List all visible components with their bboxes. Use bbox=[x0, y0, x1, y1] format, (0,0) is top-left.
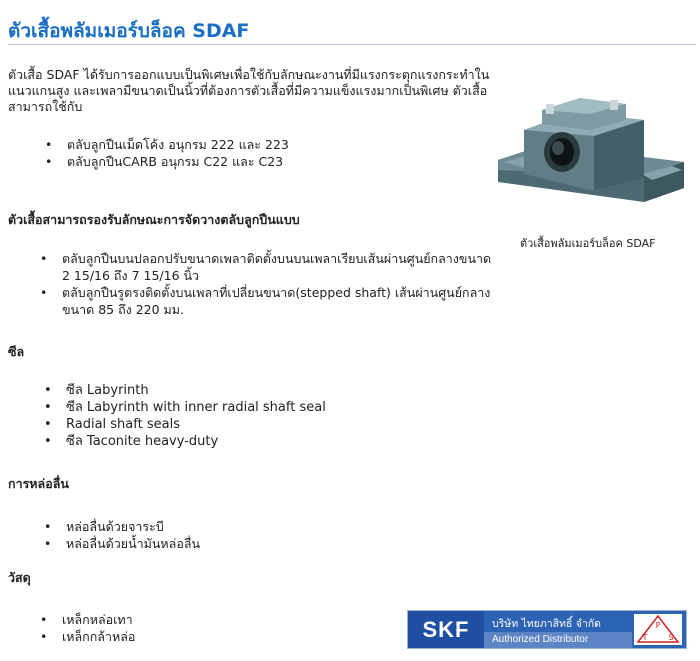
list-item: • ตลับลูกปืนCARB อนุกรม C22 และ C23 bbox=[45, 154, 284, 169]
title-divider bbox=[8, 44, 696, 45]
bullet-icon: • bbox=[44, 417, 52, 432]
bullet-icon: • bbox=[40, 629, 48, 644]
bullet-icon: • bbox=[45, 137, 53, 152]
bullet-icon: • bbox=[44, 400, 52, 415]
list-item: • หล่อลื่นด้วยน้ำมันหล่อลื่น bbox=[44, 536, 201, 551]
distributor-panel bbox=[484, 611, 686, 648]
material-list bbox=[40, 611, 136, 645]
list-item: • Radial shaft seals bbox=[44, 417, 180, 432]
page-title: ตัวเสื้อพลัมเมอร์บล็อค SDAF bbox=[8, 20, 250, 42]
list-item: • ตลับลูกปืนบนปลอกปรับขนาดเพลาติดตั้งบนบนเพลาเรียบเส้นผ่านศูนย์กลางขนาด 2 15/16 ถึง 7 15/16 นิ้ว bbox=[40, 251, 492, 283]
bullet-icon: • bbox=[40, 285, 48, 300]
bullet-icon: • bbox=[44, 536, 52, 551]
bullet-icon: • bbox=[45, 154, 53, 169]
sdaf-housing-image bbox=[494, 90, 684, 220]
arrangement-heading: ตัวเสื้อสามารถรองรับลักษณะการจัดวางตลับลูกปืนแบบ bbox=[8, 212, 300, 227]
list-item: • เหล็กหล่อเทา bbox=[40, 612, 133, 627]
list-item: • ตลับลูกปืนรูตรงติดตั้งบนเพลาที่เปลี่ยนขนาด(stepped shaft) เส้นผ่านศูนย์กลางขนาด 85 ถึง 220 มม. bbox=[40, 285, 491, 317]
intro-paragraph: ตัวเสื้อ SDAF ได้รับการออกแบบเป็นพิเศษเพื่อใช้กับลักษณะงานที่มีแรงกระตุกแรงกระทำในแนวแกนสูง และเพลามีขนาดเป็นนิ้วที่ต้องการตัวเสื้อที่มีความแข็งแรงมากเป็นพิเศษ ตัวเสื้อสามารถใช้กับ bbox=[8, 67, 490, 114]
svg-text:T: T bbox=[642, 633, 648, 642]
bullet-icon: • bbox=[40, 612, 48, 627]
bullet-icon: • bbox=[44, 519, 52, 534]
product-caption: ตัวเสื้อพลัมเมอร์บล็อค SDAF bbox=[520, 237, 656, 250]
authorized-distributor-label: Authorized Distributor bbox=[484, 632, 632, 648]
lubrication-list bbox=[44, 518, 201, 552]
company-name: บริษัท ไทยภาสิทธิ์ จำกัด bbox=[492, 618, 601, 630]
skf-distributor-banner[interactable] bbox=[407, 610, 687, 649]
arrangement-list bbox=[40, 250, 492, 318]
list-item: • หล่อลื่นด้วยจาระบี bbox=[44, 519, 164, 534]
seal-heading: ซีล bbox=[8, 344, 25, 359]
svg-text:P: P bbox=[655, 621, 661, 630]
material-heading: วัสดุ bbox=[8, 570, 31, 585]
bullet-icon: • bbox=[40, 251, 48, 266]
bearings-list bbox=[45, 136, 289, 170]
list-item: • ตลับลูกปืนเม็ดโค้ง อนุกรม 222 และ 223 bbox=[45, 137, 289, 152]
list-item: • ซีล Labyrinth bbox=[44, 383, 149, 398]
pts-logo-icon bbox=[634, 614, 682, 645]
bullet-icon: • bbox=[44, 434, 52, 449]
list-item: • ซีล Taconite heavy-duty bbox=[44, 434, 219, 449]
lubrication-heading: การหล่อลื่น bbox=[8, 476, 69, 491]
skf-logo: SKF bbox=[408, 611, 484, 648]
bullet-icon: • bbox=[44, 383, 52, 398]
svg-text:S: S bbox=[668, 633, 674, 642]
seal-list bbox=[44, 382, 326, 450]
list-item: • ซีล Labyrinth with inner radial shaft seal bbox=[44, 400, 326, 415]
list-item: • เหล็กกล้าหล่อ bbox=[40, 629, 136, 644]
